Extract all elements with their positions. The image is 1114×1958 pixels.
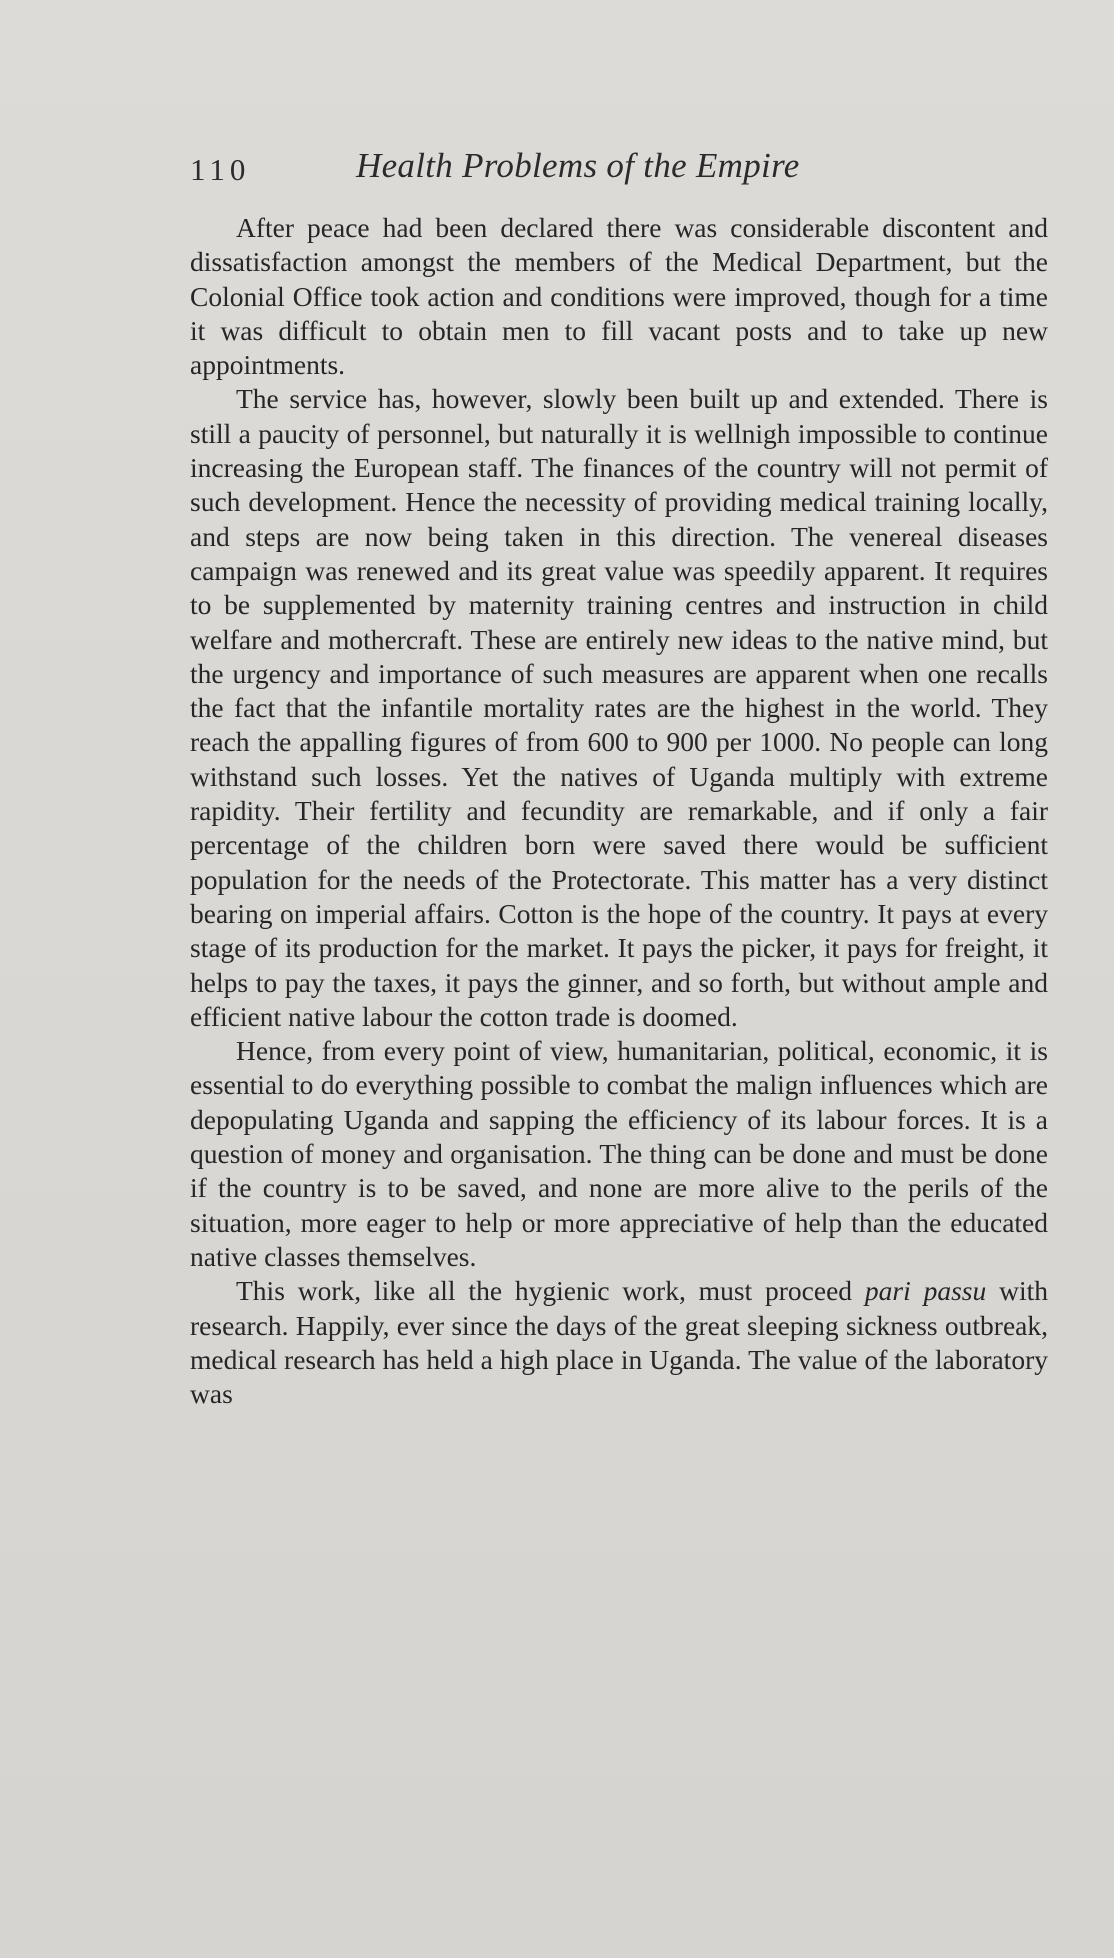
paragraph-4-italic-phrase: pari passu xyxy=(864,1275,987,1307)
paragraph-1: After peace had been declared there was considerable discontent and dissatisfaction amongst the members of the Medical Department, but the Colonial Office took action and conditions were improved, though for a time it was difficult to obtain men to fill vacant posts and to take up new appointments. xyxy=(190,212,1048,381)
page-header xyxy=(190,146,1070,194)
paragraph-4-rest: with research. Happily, ever since the days of the great sleeping sickness outbreak, medical research has held a high place in Uganda. The value of the laboratory was xyxy=(190,1275,1048,1410)
page-number: 110 xyxy=(190,152,251,187)
paragraph-2: The service has, however, slowly been built up and extended. There is still a paucity of personnel, but naturally it is wellnigh impossible to continue increasing the European staff. The finances of the country will not permit of such development. Hence the necessity of providing medical training locally, and steps are now being taken in this direction. The venereal diseases campaign was renewed and its great value was speedily apparent. It requires to be supplemented by maternity training centres and instruction in child welfare and mothercraft. These are entirely new ideas to the native mind, but the urgency and importance of such measures are apparent when one recalls the fact that the infantile mortality rates are the highest in the world. They reach the appalling figures of from 600 to 900 per 1000. No people can long withstand such losses. Yet the natives of Uganda multiply with extreme rapidity. Their fertility and fecundity are remarkable, and if only a fair percentage of the children born were saved there would be sufficient population for the needs of the Protectorate. This matter has a very distinct bearing on imperial affairs. Cotton is the hope of the country. It pays at every stage of its production for the market. It pays the picker, it pays for freight, it helps to pay the taxes, it pays the ginner, and so forth, but without ample and efficient native labour the cotton trade is doomed. xyxy=(190,383,1048,1032)
paragraph-3: Hence, from every point of view, humanitarian, political, economic, it is essential to do everything possible to combat the malign influences which are depopulating Uganda and sapping the efficiency of its labour forces. It is a question of money and organisation. The thing can be done and must be done if the country is to be saved, and none are more alive to the perils of the situation, more eager to help or more appreciative of help than the educated native classes themselves. xyxy=(190,1035,1048,1272)
paragraph-4 xyxy=(190,1274,1048,1411)
body-text xyxy=(190,211,1048,1411)
running-head: Health Problems of the Empire xyxy=(356,146,800,185)
paragraph-4-lead: This work, like all the hygienic work, must proceed xyxy=(236,1275,865,1307)
